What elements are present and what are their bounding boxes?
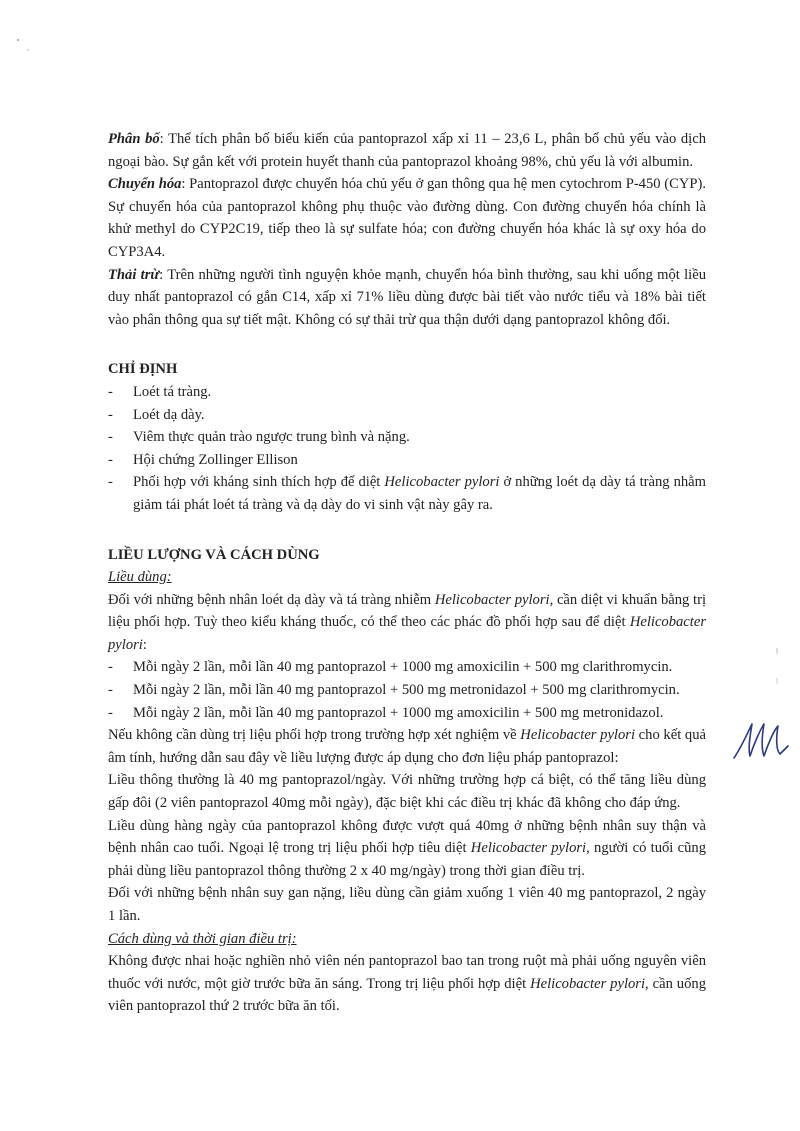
- distribution-text: : Thể tích phân bố biểu kiến của pantoprazol xấp xỉ 11 – 23,6 L, phân bố chủ yếu vào dịch ngoại bào. Sự gắn kết với protein huyết thanh của pantoprazol khoảng 98%, chủ yếu là với albumin.: [108, 131, 707, 170]
- elderly-before: Liều dùng hàng ngày của pantoprazol không được vượt quá 40mg ở những bệnh nhân suy thận và bệnh nhân cao tuổi. Ngoại lệ trong trị liệu phối hợp tiêu diệt: [108, 817, 706, 857]
- dosage-heading: LIỀU LƯỢNG VÀ CÁCH DÙNG: [108, 546, 320, 563]
- metabolism-paragraph: [108, 173, 706, 263]
- hepatic-paragraph: Đối với những bệnh nhân suy gan nặng, liều dùng cần giảm xuống 1 viên 40 mg pantoprazol, 2 ngày 1 lần.: [108, 885, 706, 924]
- indication-organism: Helicobacter pylori: [384, 474, 500, 491]
- elimination-paragraph: [108, 264, 706, 332]
- monotherapy-organism: Helicobacter pylori: [520, 727, 636, 744]
- indication-item-combination: [108, 471, 706, 516]
- indication-item: - Loét dạ dày.: [108, 404, 706, 427]
- monotherapy-before: Nếu không cần dùng trị liệu phối hợp trong trường hợp xét nghiệm về: [108, 727, 521, 744]
- elderly-paragraph: [108, 815, 706, 883]
- dose-intro-middle: , cần diệt vi khuẩn bằng trị liệu phối hợp. Tuỳ theo kiểu kháng thuốc, có thể theo các phác đồ phối hợp sau để diệt: [108, 591, 706, 631]
- metabolism-text: : Pantoprazol được chuyển hóa chủ yếu ở gan thông qua hệ men cytochrom P-450 (CYP). Sự chuyển hóa của pantoprazol không phụ thuộc vào đường dùng. Con đường chuyển hóa chính là khử methyl do CYP2C19, tiếp theo là sự sulfate hóa; con đường chuyển hóa khác là sự oxy hóa do CYP3A4.: [108, 176, 706, 260]
- admin-before: Không được nhai hoặc nghiền nhỏ viên nén pantoprazol bao tan trong ruột mà phải uống nguyên viên thuốc với nước, một giờ trước bữa ăn sáng. Trong trị liệu phối hợp diệt: [108, 953, 706, 992]
- usual-dose-paragraph: Liều thông thường là 40 mg pantoprazol/ngày. Với những trường hợp cá biệt, có thể tăng liều dùng gấp đôi (2 viên pantoprazol 40mg mỗi ngày), đặc biệt khi các điều trị khác đã không cho đáp ứng.: [108, 772, 706, 812]
- dose-intro-before: Đối với những bệnh nhân loét dạ dày và tá tràng nhiễm: [108, 591, 435, 608]
- dose-intro-paragraph: [108, 589, 706, 657]
- dose-intro-organism: Helicobacter pylori: [434, 591, 550, 608]
- regimen-item: - Mỗi ngày 2 lần, mỗi lần 40 mg pantoprazol + 1000 mg amoxicilin + 500 mg metronidazol.: [108, 702, 706, 725]
- elderly-after: , người có tuổi cũng phải dùng liều pantoprazol thông thường 2 x 40 mg/ngày) trong thời gian điều trị.: [108, 840, 706, 879]
- indication-combination-after: ở những loét dạ dày tá tràng nhằm giảm tái phát loét tá tràng và dạ dày do vi sinh vật này gây ra.: [133, 474, 706, 513]
- document-page: [108, 128, 706, 1018]
- admin-subheading: [108, 928, 706, 951]
- regimen-item: - Mỗi ngày 2 lần, mỗi lần 40 mg pantoprazol + 1000 mg amoxicilin + 500 mg clarithromycin.: [108, 656, 706, 679]
- indication-combination-before: Phối hợp với kháng sinh thích hợp để diệt: [133, 474, 385, 491]
- indications-heading: CHỈ ĐỊNH: [108, 361, 178, 378]
- indication-item: - Loét tá tràng.: [108, 381, 706, 404]
- metabolism-label: Chuyển hóa: [108, 176, 182, 193]
- elimination-text: : Trên những người tình nguyện khỏe mạnh, chuyển hóa bình thường, sau khi uống một liều duy nhất pantoprazol có gắn C14, xấp xỉ 71% liều dùng được bài tiết vào nước tiểu và 18% bài tiết vào phân thông qua sự tiết mật. Không có sự thải trừ qua thận dưới dạng pantoprazol không đổi.: [108, 266, 706, 328]
- indication-item: - Viêm thực quản trào ngược trung bình và nặng.: [108, 426, 706, 449]
- dose-intro-after: :: [142, 636, 147, 653]
- dose-intro-organism-2: Helicobacter pylori: [108, 614, 706, 653]
- indication-item: - Hội chứng Zollinger Ellison: [108, 449, 706, 472]
- elderly-organism: Helicobacter pylori: [470, 840, 587, 857]
- dose-subheading-text: Liều dùng:: [108, 569, 172, 586]
- regimen-list: [108, 656, 706, 724]
- distribution-paragraph: [108, 128, 706, 173]
- elimination-label: Thải trừ: [108, 266, 160, 283]
- indications-list: [108, 381, 706, 517]
- regimen-item: - Mỗi ngày 2 lần, mỗi lần 40 mg pantoprazol + 500 mg metronidazol + 500 mg clarithromycin.: [108, 679, 706, 702]
- admin-subheading-text: Cách dùng và thời gian điều trị:: [108, 930, 297, 947]
- dose-subheading: [108, 566, 706, 589]
- admin-organism: Helicobacter pylori: [530, 975, 646, 992]
- scan-speck-marks: [14, 36, 44, 66]
- monotherapy-after: cho kết quả âm tính, hướng dẫn sau đây về liều lượng được áp dụng cho đơn liệu pháp pantoprazol:: [108, 727, 706, 766]
- admin-after: , cần uống viên pantoprazol thứ 2 trước bữa ăn tối.: [108, 975, 706, 1015]
- distribution-label: Phân bố: [108, 131, 160, 147]
- admin-paragraph: [108, 950, 706, 1018]
- monotherapy-paragraph: [108, 724, 706, 769]
- handwritten-initials-signature: [732, 720, 790, 764]
- scan-edge-mark: [774, 648, 780, 728]
